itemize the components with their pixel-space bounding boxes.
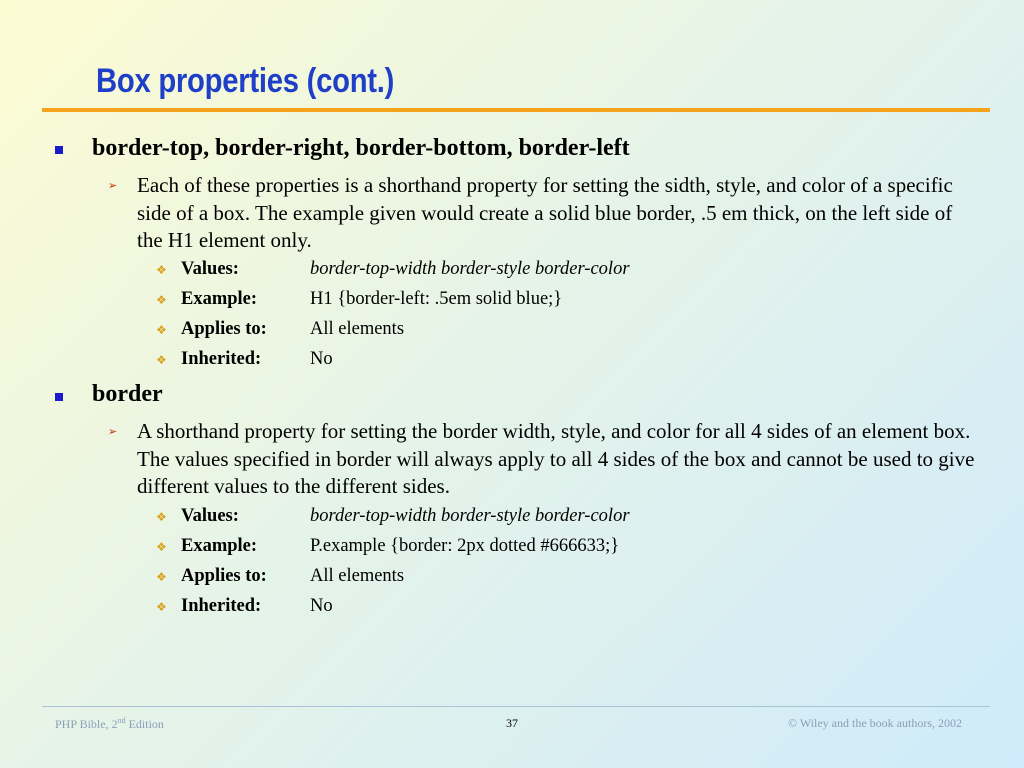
prop-value: No <box>310 349 333 369</box>
arrow-bullet-icon: ➢ <box>108 425 118 438</box>
slide-title: Box properties (cont.) <box>96 62 395 100</box>
prop-label: Example: <box>181 536 258 556</box>
diamond-bullet-icon: ❖ <box>156 600 167 614</box>
prop-label: Values: <box>181 259 239 279</box>
prop-value: H1 {border-left: .5em solid blue;} <box>310 289 563 309</box>
diamond-bullet-icon: ❖ <box>156 510 167 524</box>
section-heading: border-top, border-right, border-bottom, border-left <box>92 135 630 161</box>
prop-value: border-top-width border-style border-color <box>310 259 630 279</box>
prop-value: All elements <box>310 319 405 339</box>
prop-value: No <box>310 596 333 616</box>
diamond-bullet-icon: ❖ <box>156 570 167 584</box>
footer-book-title-text: PHP Bible, 2 <box>55 717 118 731</box>
section-description: A shorthand property for setting the border width, style, and color for all 4 sides of an element box. The values specified in border will always apply to all 4 sides of the box and cannot be used to give different values to the different sides. <box>137 419 975 498</box>
prop-value: All elements <box>310 566 405 586</box>
footer-edition-text: Edition <box>125 717 164 731</box>
prop-label: Example: <box>181 289 258 309</box>
footer-divider <box>42 706 990 707</box>
footer-edition-sup: nd <box>117 716 126 725</box>
diamond-bullet-icon: ❖ <box>156 353 167 367</box>
diamond-bullet-icon: ❖ <box>156 293 167 307</box>
page-number: 37 <box>506 716 518 730</box>
title-divider <box>42 108 990 112</box>
diamond-bullet-icon: ❖ <box>156 323 167 337</box>
prop-value: P.example {border: 2px dotted #666633;} <box>310 536 620 556</box>
footer-copyright: © Wiley and the book authors, 2002 <box>787 716 962 730</box>
diamond-bullet-icon: ❖ <box>156 540 167 554</box>
diamond-bullet-icon: ❖ <box>156 263 167 277</box>
prop-label: Values: <box>181 506 239 526</box>
footer-book-title <box>55 716 164 732</box>
prop-label: Inherited: <box>181 349 262 369</box>
square-bullet-icon <box>55 393 63 401</box>
prop-label: Inherited: <box>181 596 262 616</box>
prop-label: Applies to: <box>181 319 267 339</box>
section-heading: border <box>92 381 163 407</box>
prop-value: border-top-width border-style border-color <box>310 506 630 526</box>
prop-label: Applies to: <box>181 566 267 586</box>
square-bullet-icon <box>55 146 63 154</box>
section-description: Each of these properties is a shorthand property for setting the sidth, style, and color of a specific side of a box. The example given would create a solid blue border, .5 em thick, on the left side of the H1 element only. <box>137 173 953 252</box>
arrow-bullet-icon: ➢ <box>108 179 118 192</box>
